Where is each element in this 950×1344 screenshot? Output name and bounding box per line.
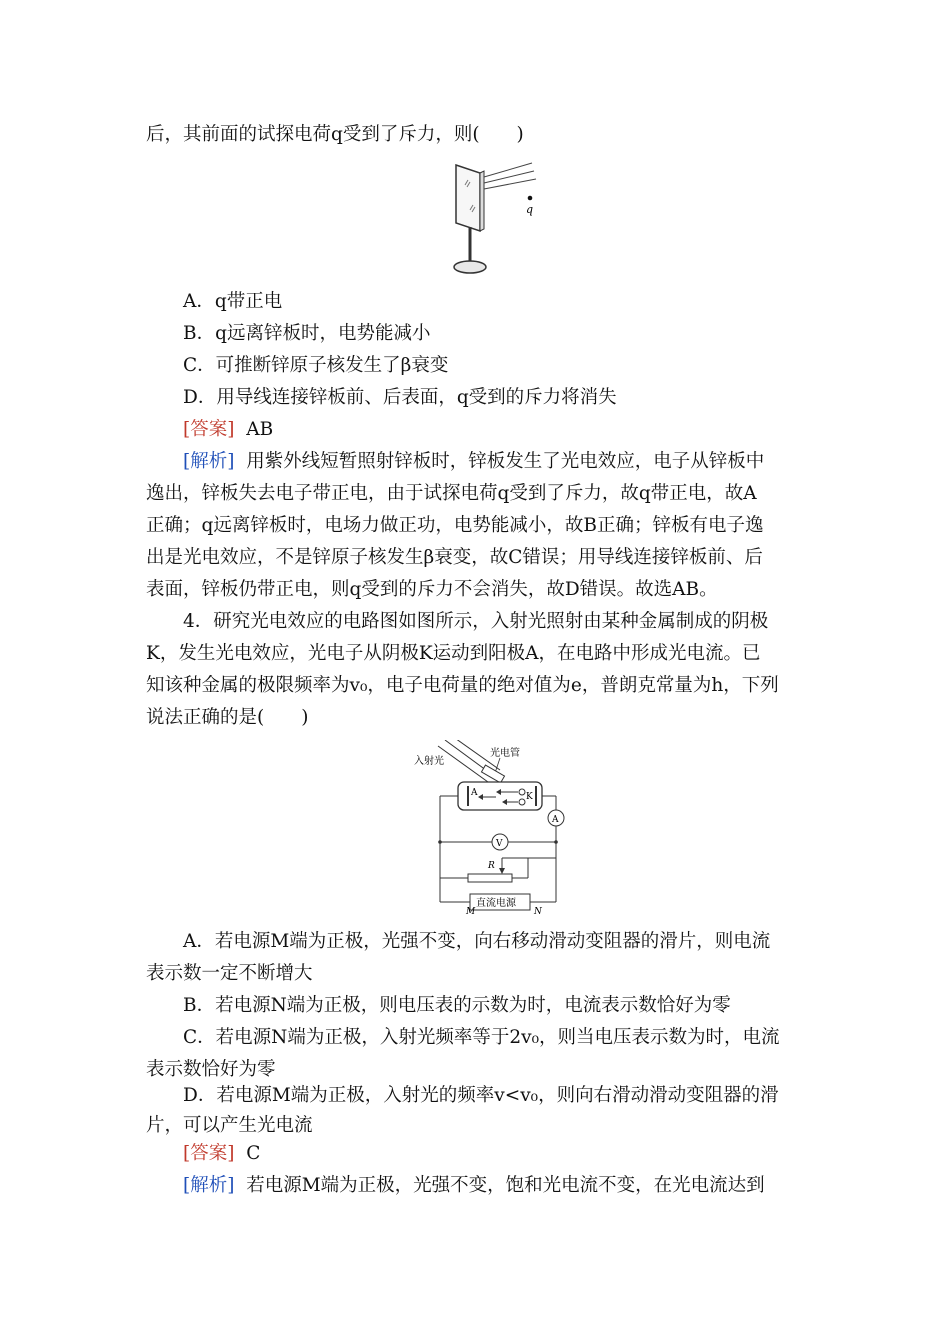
q4-analysis-line-1: [解析] 若电源M端为正极，光强不变，饱和光电流不变，在光电流达到 xyxy=(183,1175,765,1196)
q3-analysis-line-2: 逸出，锌板失去电子带正电，由于试探电荷q受到了斥力，故q带正电，故A xyxy=(146,483,757,504)
q3-analysis-line-5: 表面，锌板仍带正电，则q受到的斥力不会消失，故D错误。故选AB。 xyxy=(146,579,718,600)
phototube-label: 光电管 xyxy=(490,748,520,759)
analysis-tag: [解析] xyxy=(183,451,235,472)
q4-stem-line-1: 4．研究光电效应的电路图如图所示，入射光照射由某种金属制成的阴极 xyxy=(183,611,769,632)
q4-option-d-line-2: 片，可以产生光电流 xyxy=(146,1115,313,1136)
q4-option-d-line-1: D．若电源M端为正极，入射光的频率v<v₀，则向右滑动滑动变阻器的滑 xyxy=(183,1085,779,1106)
q4-option-a-line-2: 表示数一定不断增大 xyxy=(146,963,313,984)
answer-tag: [答案] xyxy=(183,419,235,440)
dc-source-label: 直流电源 xyxy=(476,898,516,909)
voltmeter-label: V xyxy=(496,839,503,849)
q4-stem-line-4: 说法正确的是( ) xyxy=(146,707,309,728)
q3-analysis-line-1: [解析] 用紫外线短暂照射锌板时，锌板发生了光电效应，电子从锌板中 xyxy=(183,451,765,472)
rheostat-label: R xyxy=(488,861,495,871)
q3-option-c: C．可推断锌原子核发生了β衰变 xyxy=(183,355,449,376)
charge-q-label: q xyxy=(526,203,534,216)
answer-value: C xyxy=(246,1143,261,1164)
q4-option-b: B．若电源N端为正极，则电压表的示数为时，电流表示数恰好为零 xyxy=(183,995,731,1016)
q3-option-b: B．q远离锌板时，电势能减小 xyxy=(183,323,431,344)
zinc-plate-figure xyxy=(440,155,550,280)
q3-answer xyxy=(183,417,273,443)
photoelectric-circuit-figure xyxy=(410,740,580,915)
analysis-tag: [解析] xyxy=(183,1175,235,1196)
answer-value: AB xyxy=(246,419,274,440)
anode-label: A xyxy=(471,788,478,798)
q4-answer xyxy=(183,1141,260,1167)
ammeter-label: A xyxy=(552,815,559,825)
q3-stem-tail: 后，其前面的试探电荷q受到了斥力，则( ) xyxy=(146,124,524,145)
q4-option-c-line-1: C．若电源N端为正极，入射光频率等于2v₀，则当电压表示数为时，电流 xyxy=(183,1027,780,1048)
q3-option-a: A．q带正电 xyxy=(183,291,283,312)
q3-option-d: D．用导线连接锌板前、后表面，q受到的斥力将消失 xyxy=(183,387,617,408)
q4-stem-line-3: 知该种金属的极限频率为v₀，电子电荷量的绝对值为e，普朗克常量为h，下列 xyxy=(146,675,779,696)
incident-light-label: 入射光 xyxy=(414,756,444,767)
q3-analysis-line-4: 出是光电效应，不是锌原子核发生β衰变，故C错误；用导线连接锌板前、后 xyxy=(146,547,763,568)
q4-option-c-line-2: 表示数恰好为零 xyxy=(146,1059,276,1080)
terminal-n-label: N xyxy=(534,907,542,915)
answer-tag: [答案] xyxy=(183,1143,235,1164)
cathode-label: K xyxy=(526,792,533,802)
q4-option-a-line-1: A．若电源M端为正极，光强不变，向右移动滑动变阻器的滑片，则电流 xyxy=(183,931,771,952)
q4-stem-line-2: K，发生光电效应，光电子从阴极K运动到阳极A，在电路中形成光电流。已 xyxy=(146,643,761,664)
q3-analysis-line-3: 正确；q远离锌板时，电场力做正功，电势能减小，故B正确；锌板有电子逸 xyxy=(146,515,764,536)
terminal-m-label: M xyxy=(466,907,476,915)
